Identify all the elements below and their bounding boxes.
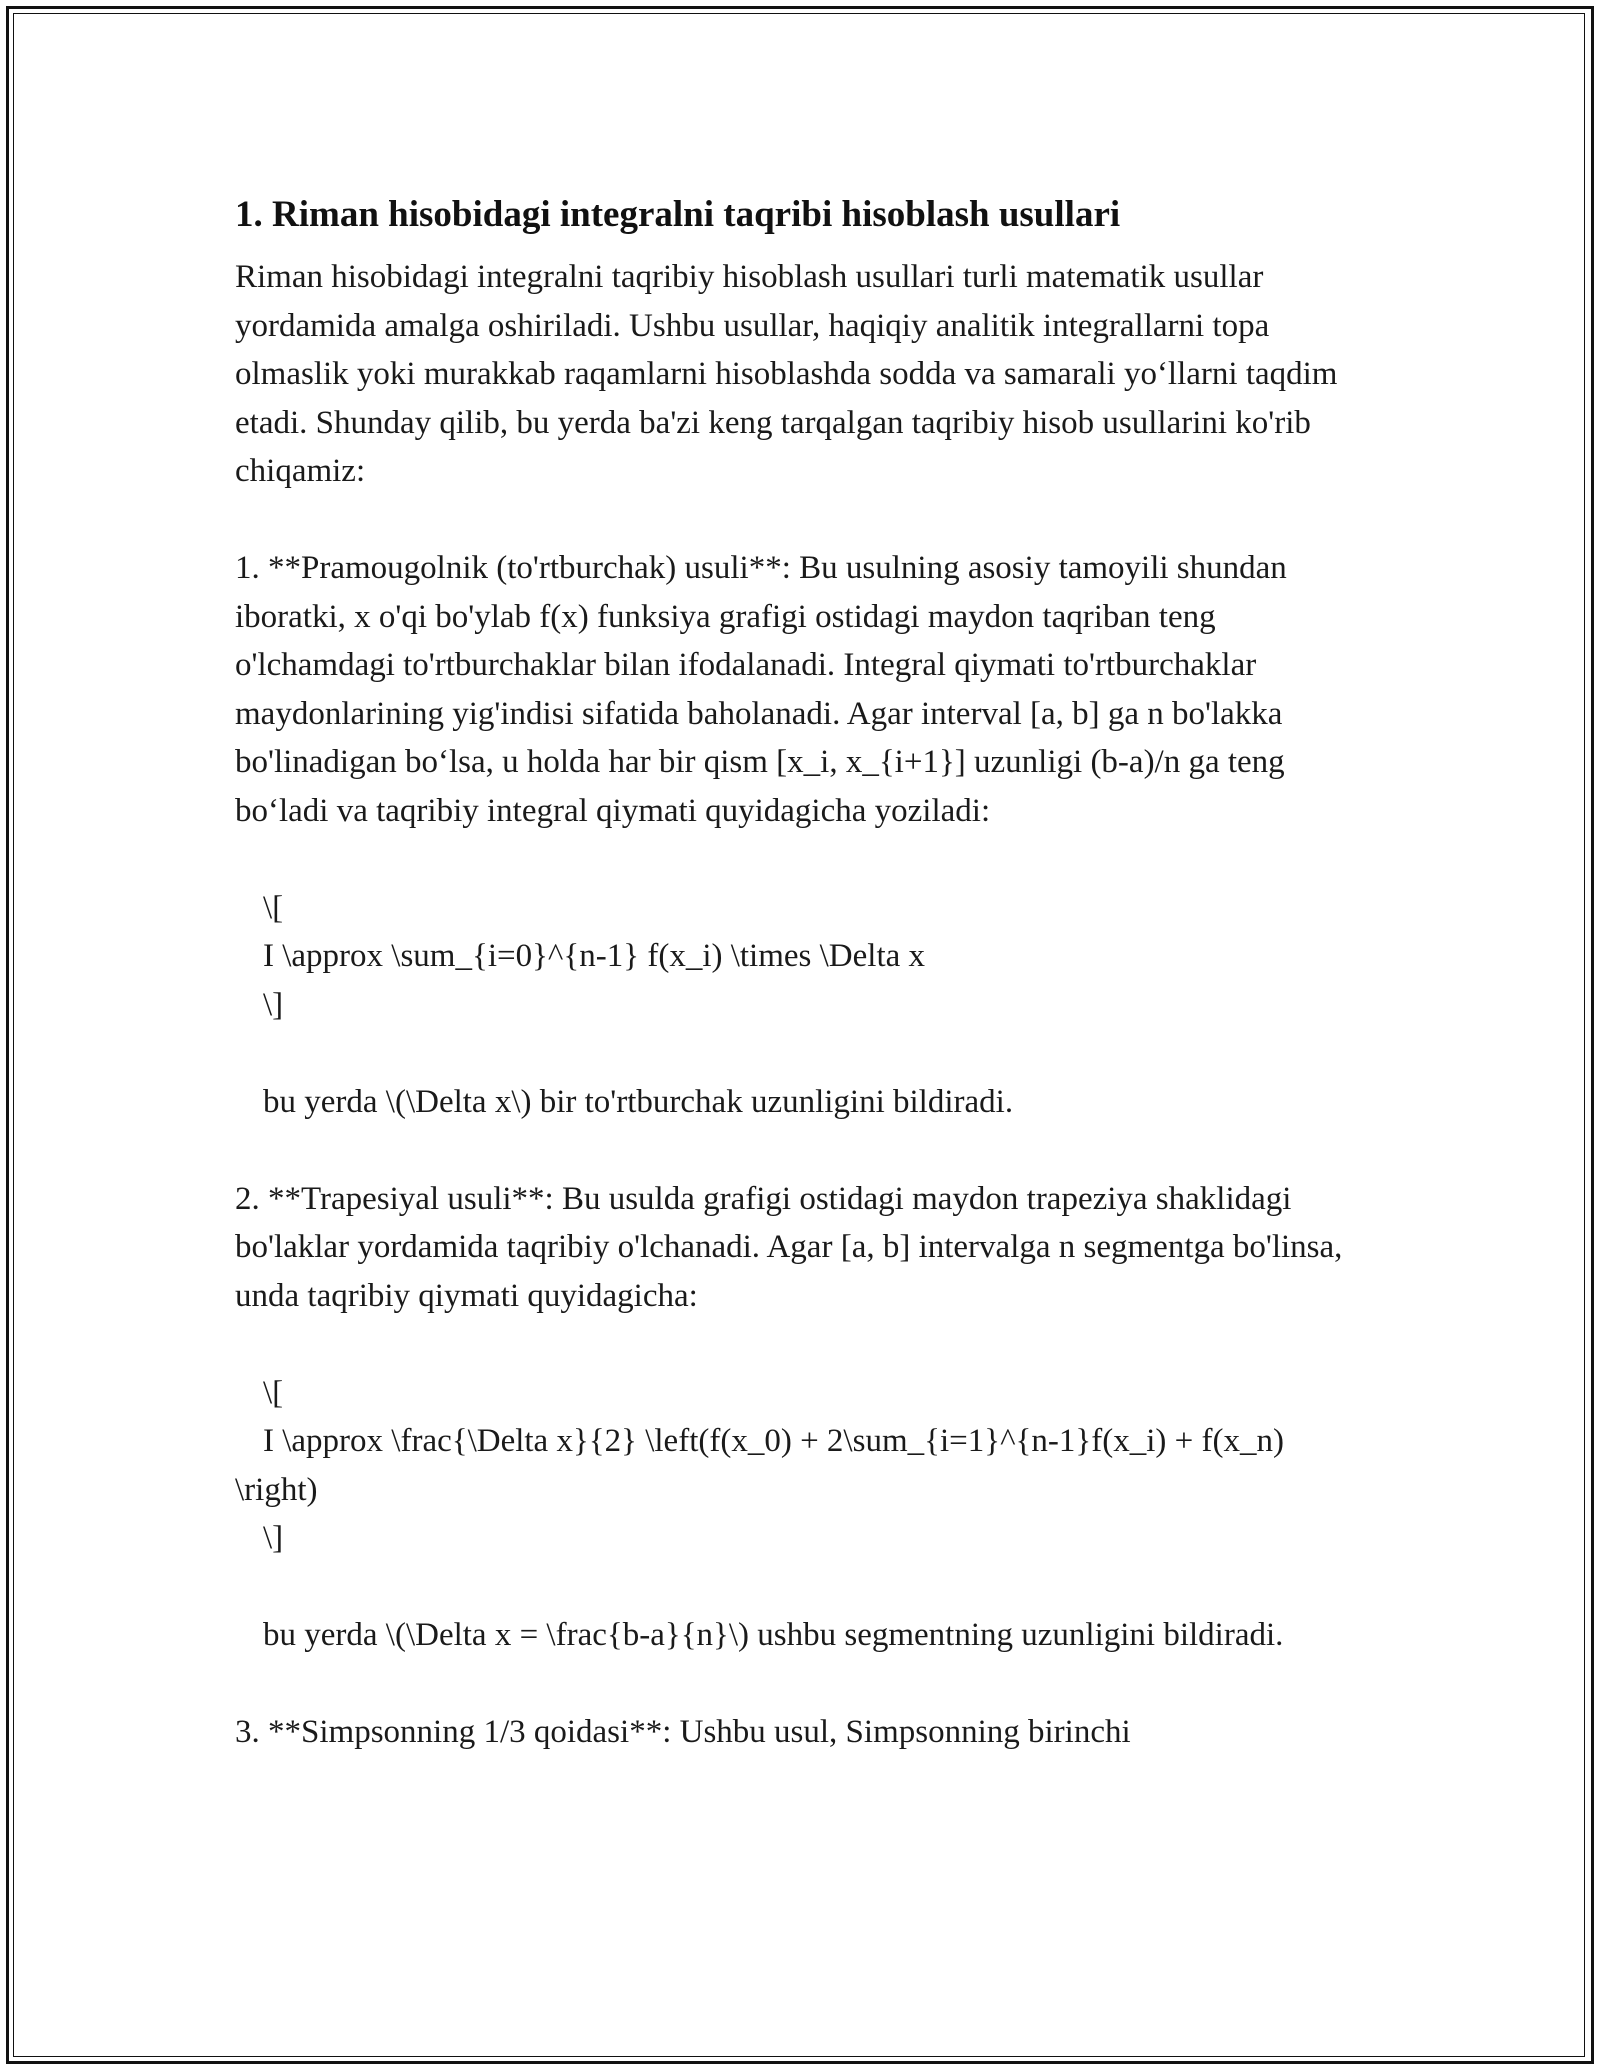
spacer — [235, 1029, 1365, 1078]
spacer — [235, 1563, 1365, 1612]
method-trapezoid-paragraph: 2. **Trapesiyal usuli**: Bu usulda grafigi ostidagi maydon trapeziya shaklidagi bo'laklar yordamida taqribiy o'lchanadi. Agar [a, b] intervalga n segmentga bo'linsa, unda taqribiy qiymati quyidagicha: — [235, 1180, 1351, 1314]
spacer — [235, 835, 1365, 884]
document-body — [235, 185, 1365, 1757]
formula-close-delimiter: \] — [263, 1520, 284, 1556]
method-simpson-paragraph: 3. **Simpsonning 1/3 qoidasi**: Ushbu usul, Simpsonning birinchi — [235, 1714, 1131, 1750]
trapezoid-formula: I \approx \frac{\Delta x}{2} \left(f(x_0) + 2\sum_{i=1}^{n-1}f(x_i) + f(x_n) \right) — [235, 1423, 1293, 1508]
rectangle-formula: I \approx \sum_{i=0}^{n-1} f(x_i) \times \Delta x — [263, 938, 926, 974]
formula-open-delimiter: \[ — [263, 1374, 284, 1411]
spacer — [235, 1320, 1365, 1369]
formula-close-delimiter: \] — [263, 986, 284, 1023]
rectangle-note: bu yerda \(\Delta x\) bir to'rtburchak uzunligini bildiradi. — [263, 1083, 1014, 1120]
spacer — [235, 1126, 1365, 1175]
spacer — [235, 1660, 1365, 1709]
section-heading: 1. Riman hisobidagi integralni taqribi hisoblash usullari — [235, 194, 1121, 235]
spacer — [235, 496, 1365, 545]
trapezoid-note: bu yerda \(\Delta x = \frac{b-a}{n}\) ushbu segmentning uzunligini bildiradi. — [263, 1617, 1284, 1653]
intro-paragraph: Riman hisobidagi integralni taqribiy hisoblash usullari turli matematik usullar yordamida amalga oshiriladi. Ushbu usullar, haqiqiy analitik integrallarni topa olmaslik yoki murakkab raqamlarni hisoblashda sodda va samarali yo‘llarni taqdim etadi. Shunday qilib, bu yerda ba'zi keng tarqalgan taqribiy hisob usullarini ko'rib chiqamiz: — [235, 259, 1346, 489]
method-rectangle-paragraph: 1. **Pramougolnik (to'rtburchak) usuli**: Bu usulning asosiy tamoyili shundan iboratki, x o'qi bo'ylab f(x) funksiya grafigi ostidagi maydon taqriban teng o'lchamdagi to'rtburchaklar bilan ifodalanadi. Integral qiymati to'rtburchaklar maydonlarining yig'indisi sifatida baholanadi. Agar interval [a, b] ga n bo'lakka bo'linadigan bo‘lsa, u holda har bir qism [x_i, x_{i+1}] uzunligi (b-a)/n ga teng bo‘ladi va taqribiy integral qiymati quyidagicha yoziladi: — [235, 550, 1296, 829]
formula-open-delimiter: \[ — [263, 889, 284, 926]
